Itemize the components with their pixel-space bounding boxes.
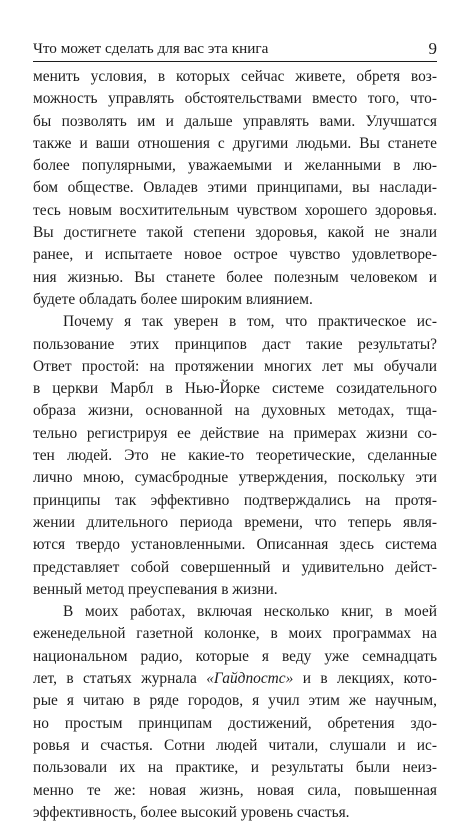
text-line: ются твердо установленными. Описанная здесь система: [33, 536, 437, 554]
text-line: еженедельной газетной колонке, в моих программах на: [33, 625, 437, 643]
text-line: жении длительного периода времени, что теперь явля-: [33, 513, 437, 531]
text-line: можность управлять обстоятельствами вместо того, что-: [33, 90, 437, 108]
text-line: ровья и счастья. Сотни людей читали, слушали и ис-: [33, 736, 437, 754]
text-line: Почему я так уверен в том, что практическое ис-: [63, 313, 437, 331]
text-line: В моих работах, включая несколько книг, в моей: [63, 603, 437, 621]
text-line: принципы так эффективно подтверждались на протя-: [33, 491, 437, 509]
running-head-title: Что может сделать для вас эта книга: [33, 40, 269, 57]
text-line: Ответ простой: на протяжении многих лет мы обучали: [33, 357, 437, 375]
text-line: также и ваши отношения с другими людьми. Вы станете: [33, 134, 437, 152]
text-line: пользовали их на практике, и результаты были неиз-: [33, 759, 437, 777]
text-line: в церкви Марбл в Нью-Йорке системе созидательного: [33, 380, 437, 398]
text-line: лет, в статьях журнала «Гайдпостс» и в лекциях, кото-: [33, 670, 437, 688]
text-line: Вы достигнете такой степени здоровья, какой не знали: [33, 224, 437, 242]
text-line: более популярными, уважаемыми и желанными в лю-: [33, 157, 437, 175]
paragraph: [33, 601, 437, 824]
page-number: 9: [428, 39, 437, 58]
text-line: образа жизни, основанной на духовных методах, тща-: [33, 402, 437, 420]
text-line: национальном радио, которые я веду уже семнадцать: [33, 647, 437, 665]
text-line: ния жизнью. Вы станете более полезным человеком и: [33, 268, 437, 286]
text-line: представляет собой совершенный и удивительно дейст-: [33, 558, 437, 576]
body-text: [33, 66, 437, 824]
text-line: рые я читаю в ряде городов, я учил этим же научным,: [33, 692, 437, 710]
text-line: пользование этих принципов даст такие результаты?: [33, 335, 437, 353]
text-line: бы позволять им и дальше управлять вами. Улучшатся: [33, 112, 437, 130]
paragraph: [33, 311, 437, 601]
running-head: [33, 36, 437, 62]
text-line: тельно регистрируя ее действие на примерах жизни со-: [33, 424, 437, 442]
text-line: ранее, и испытаете новое острое чувство удовлетворе-: [33, 246, 437, 264]
text-line: бом обществе. Овладев этими принципами, вы наслади-: [33, 179, 437, 197]
text-line: тен людей. Это не какие-то теоретические, сделанные: [33, 447, 437, 465]
text-line: будете обладать более широким влиянием.: [33, 290, 313, 308]
text-line: венный метод преуспевания в жизни.: [33, 580, 278, 598]
text-line: менно те же: новая жизнь, новая сила, повышенная: [33, 781, 437, 799]
text-line: но простым принципам достижений, обретения здо-: [33, 714, 437, 732]
text-line: тесь новым восхитительным чувством хорошего здоровья.: [33, 201, 437, 219]
text-line: эффективность, более высокий уровень счастья.: [33, 803, 350, 821]
text-line: менить условия, в которых сейчас живете, обретя воз-: [33, 68, 437, 85]
paragraph: [33, 66, 437, 311]
text-line: лично мною, сумасбродные утверждения, поскольку эти: [33, 469, 437, 487]
